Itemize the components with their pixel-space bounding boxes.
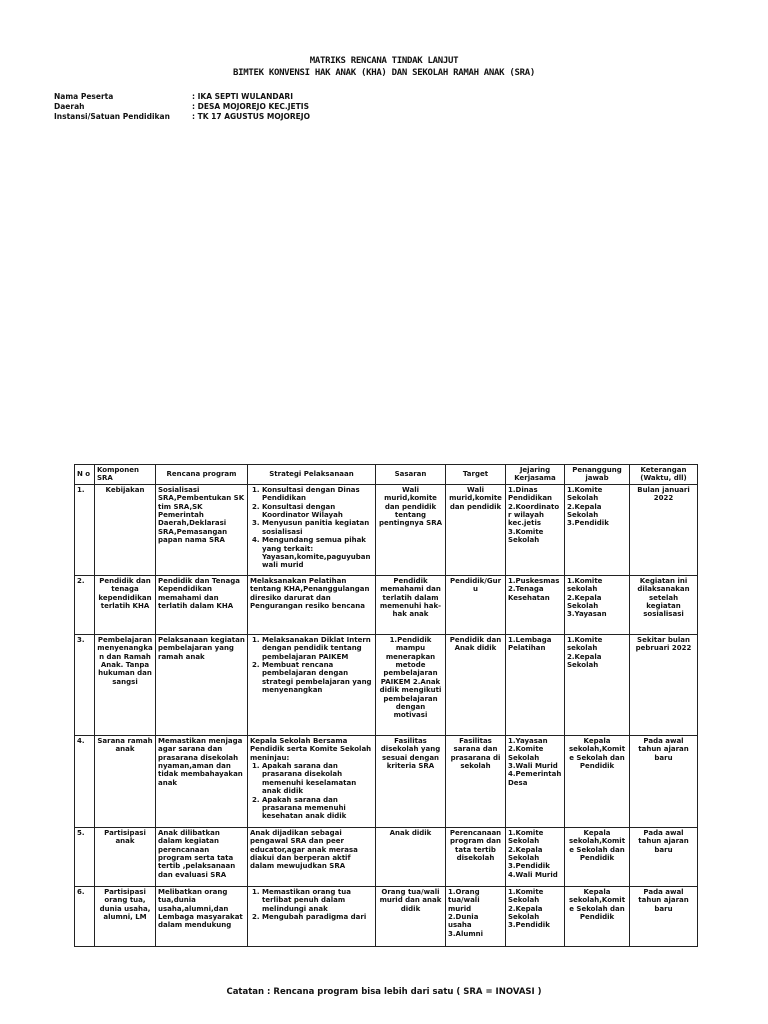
cell-komponen: Sarana ramah anak	[95, 735, 156, 827]
meta-value: : IKA SEPTI WULANDARI	[192, 92, 293, 101]
strategi-list	[250, 636, 373, 695]
header-no: N o	[75, 465, 95, 485]
meta-row-nama	[54, 92, 310, 102]
header-sasaran: Sasaran	[376, 465, 446, 485]
cell-jejaring: 1.Komite Sekolah 2.Kepala Sekolah 3.Pendidik	[506, 886, 565, 946]
meta-row-daerah	[54, 102, 310, 112]
header-rencana: Rencana program	[156, 465, 248, 485]
cell-jejaring: 1.Komite Sekolah 2.Kepala Sekolah 3.Pendidik 4.Wali Murid	[506, 827, 565, 886]
footer-note: Catatan : Rencana program bisa lebih dari satu ( SRA = INOVASI )	[226, 987, 542, 997]
table-row	[75, 634, 698, 735]
cell-komponen: Partisipasi anak	[95, 827, 156, 886]
cell-sasaran: Wali murid,komite dan pendidik tentang pentingnya SRA	[376, 484, 446, 575]
cell-target: 1.Orang tua/wali murid 2.Dunia usaha 3.Alumni	[446, 886, 506, 946]
cell-rencana: Pelaksanaan kegiatan pembelajaran yang ramah anak	[156, 634, 248, 735]
strategi-intro: Kepala Sekolah Bersama Pendidik serta Komite Sekolah meninjau:	[250, 736, 372, 762]
cell-strategi	[248, 484, 376, 575]
cell-penanggung: Kepala sekolah,Komite Sekolah dan Pendidik	[565, 886, 630, 946]
cell-strategi	[248, 886, 376, 946]
strategi-item: 2. Membuat rencana pembelajaran dengan strategi pembelajaran yang menyenangkan	[262, 661, 373, 695]
cell-penanggung: Kepala sekolah,Komite Sekolah dan Pendidik	[565, 827, 630, 886]
participant-info	[54, 92, 310, 122]
document-title-line1: MATRIKS RENCANA TINDAK LANJUT	[309, 56, 459, 66]
cell-no: 2.	[75, 575, 95, 634]
cell-strategi	[248, 575, 376, 634]
cell-target: Wali murid,komite dan pendidik	[446, 484, 506, 575]
cell-penanggung: 1.Komite Sekolah 2.Kepala Sekolah 3.Pendidik	[565, 484, 630, 575]
cell-sasaran: Fasilitas disekolah yang sesuai dengan kriteria SRA	[376, 735, 446, 827]
strategi-item: 4. Mengundang semua pihak yang terkait: Yayasan,komite,paguyuban wali murid	[262, 536, 373, 570]
cell-penanggung: 1.Komite sekolah 2.Kepala Sekolah	[565, 634, 630, 735]
cell-sasaran: Orang tua/wali murid dan anak didik	[376, 886, 446, 946]
cell-keterangan: Sekitar bulan pebruari 2022	[630, 634, 698, 735]
cell-komponen: Partisipasi orang tua, dunia usaha, alumni, LM	[95, 886, 156, 946]
cell-sasaran: 1.Pendidik mampu menerapkan metode pembelajaran PAIKEM 2.Anak didik mengikuti pembelajaran dengan motivasi	[376, 634, 446, 735]
strategi-list	[250, 762, 373, 821]
strategi-item: 2. Apakah sarana dan prasarana memenuhi kesehatan anak didik	[262, 796, 373, 821]
cell-penanggung: 1.Komite sekolah 2.Kepala Sekolah 3.Yayasan	[565, 575, 630, 634]
cell-komponen: Pendidik dan tenaga kependidikan terlatih KHA	[95, 575, 156, 634]
document-title-line2: BIMTEK KONVENSI HAK ANAK (KHA) DAN SEKOLAH RAMAH ANAK (SRA)	[233, 68, 535, 78]
cell-no: 5.	[75, 827, 95, 886]
cell-target: Pendidik/Guru	[446, 575, 506, 634]
cell-strategi	[248, 735, 376, 827]
header-komponen: Komponen SRA	[95, 465, 156, 485]
header-penanggung: Penanggung jawab	[565, 465, 630, 485]
cell-keterangan: Pada awal tahun ajaran baru	[630, 827, 698, 886]
cell-strategi	[248, 634, 376, 735]
cell-keterangan: Pada awal tahun ajaran baru	[630, 735, 698, 827]
cell-target: Fasilitas sarana dan prasarana di sekolah	[446, 735, 506, 827]
cell-jejaring: 1.Dinas Pendidikan 2.Koordinator wilayah kec.jetis 3.Komite Sekolah	[506, 484, 565, 575]
cell-jejaring: 1.Puskesmas 2.Tenaga Kesehatan	[506, 575, 565, 634]
header-strategi: Strategi Pelaksanaan	[248, 465, 376, 485]
cell-sasaran: Anak didik	[376, 827, 446, 886]
strategi-list	[250, 888, 373, 922]
cell-komponen: Kebijakan	[95, 484, 156, 575]
table-header-row	[75, 465, 698, 485]
strategi-item: 1. Melaksanakan Diklat Intern dengan pendidik tentang pembelajaran PAIKEM	[262, 636, 373, 661]
table-row	[75, 827, 698, 886]
meta-label: Daerah	[54, 102, 85, 111]
cell-rencana: Melibatkan orang tua,dunia usaha,alumni,dan Lembaga masyarakat dalam mendukung	[156, 886, 248, 946]
cell-keterangan: Pada awal tahun ajaran baru	[630, 886, 698, 946]
strategi-list	[250, 486, 373, 570]
table-row	[75, 735, 698, 827]
cell-sasaran: Pendidik memahami dan terlatih dalam memenuhi hak-hak anak	[376, 575, 446, 634]
cell-keterangan: Kegiatan ini dilaksanakan setelah kegiatan sosialisasi	[630, 575, 698, 634]
cell-rencana: Pendidik dan Tenaga Kependidikan memahami dan terlatih dalam KHA	[156, 575, 248, 634]
meta-value: : TK 17 AGUSTUS MOJOREJO	[192, 112, 310, 121]
cell-no: 6.	[75, 886, 95, 946]
cell-rencana: Sosialisasi SRA,Pembentukan SK tim SRA,SK Pemerintah Daerah,Deklarasi SRA,Pemasangan papan nama SRA	[156, 484, 248, 575]
strategi-item: 1. Konsultasi dengan Dinas Pendidikan	[262, 486, 373, 503]
strategi-item: 2. Konsultasi dengan Koordinator Wilayah	[262, 503, 373, 520]
meta-row-instansi	[54, 112, 310, 122]
header-jejaring: Jejaring Kerjasama	[506, 465, 565, 485]
cell-jejaring: 1.Lembaga Pelatihan	[506, 634, 565, 735]
strategi-intro: Melaksanakan Pelatihan tentang KHA,Penanggulangan diresiko darurat dan Pengurangan resiko bencana	[250, 576, 370, 611]
action-plan-table	[74, 464, 698, 947]
cell-penanggung: Kepala sekolah,Komite Sekolah dan Pendidik	[565, 735, 630, 827]
table-row	[75, 575, 698, 634]
cell-rencana: Anak dilibatkan dalam kegiatan perencanaan program serta tata tertib ,pelaksanaan dan evaluasi SRA	[156, 827, 248, 886]
table-body	[75, 484, 698, 946]
strategi-intro: Anak dijadikan sebagai pengawal SRA dan peer educator,agar anak merasa diakui dan berperan aktif dalam mewujudkan SRA	[250, 828, 358, 871]
action-plan-table-container	[74, 464, 697, 938]
header-keterangan: Keterangan (Waktu, dll)	[630, 465, 698, 485]
cell-komponen: Pembelajaran menyenangkan dan Ramah Anak. Tanpa hukuman dan sangsi	[95, 634, 156, 735]
meta-label: Nama Peserta	[54, 92, 114, 101]
table-row	[75, 886, 698, 946]
header-target: Target	[446, 465, 506, 485]
cell-strategi	[248, 827, 376, 886]
meta-value: : DESA MOJOREJO KEC.JETIS	[192, 102, 309, 111]
strategi-item: 3. Menyusun panitia kegiatan sosialisasi	[262, 519, 373, 536]
meta-label: Instansi/Satuan Pendidikan	[54, 112, 170, 121]
cell-jejaring: 1.Yayasan 2.Komite Sekolah 3.Wali Murid 4.Pemerintah Desa	[506, 735, 565, 827]
strategi-item: 2. Mengubah paradigma dari	[262, 913, 373, 921]
cell-no: 3.	[75, 634, 95, 735]
strategi-item: 1. Memastikan orang tua terlibat penuh dalam melindungi anak	[262, 888, 373, 913]
cell-no: 1.	[75, 484, 95, 575]
table-row	[75, 484, 698, 575]
cell-keterangan: Bulan januari 2022	[630, 484, 698, 575]
strategi-item: 1. Apakah sarana dan prasarana disekolah memenuhi keselamatan anak didik	[262, 762, 373, 796]
cell-rencana: Memastikan menjaga agar sarana dan prasarana disekolah nyaman,aman dan tidak membahayakan anak	[156, 735, 248, 827]
cell-target: Pendidik dan Anak didik	[446, 634, 506, 735]
cell-no: 4.	[75, 735, 95, 827]
cell-target: Perencanaan program dan tata tertib disekolah	[446, 827, 506, 886]
